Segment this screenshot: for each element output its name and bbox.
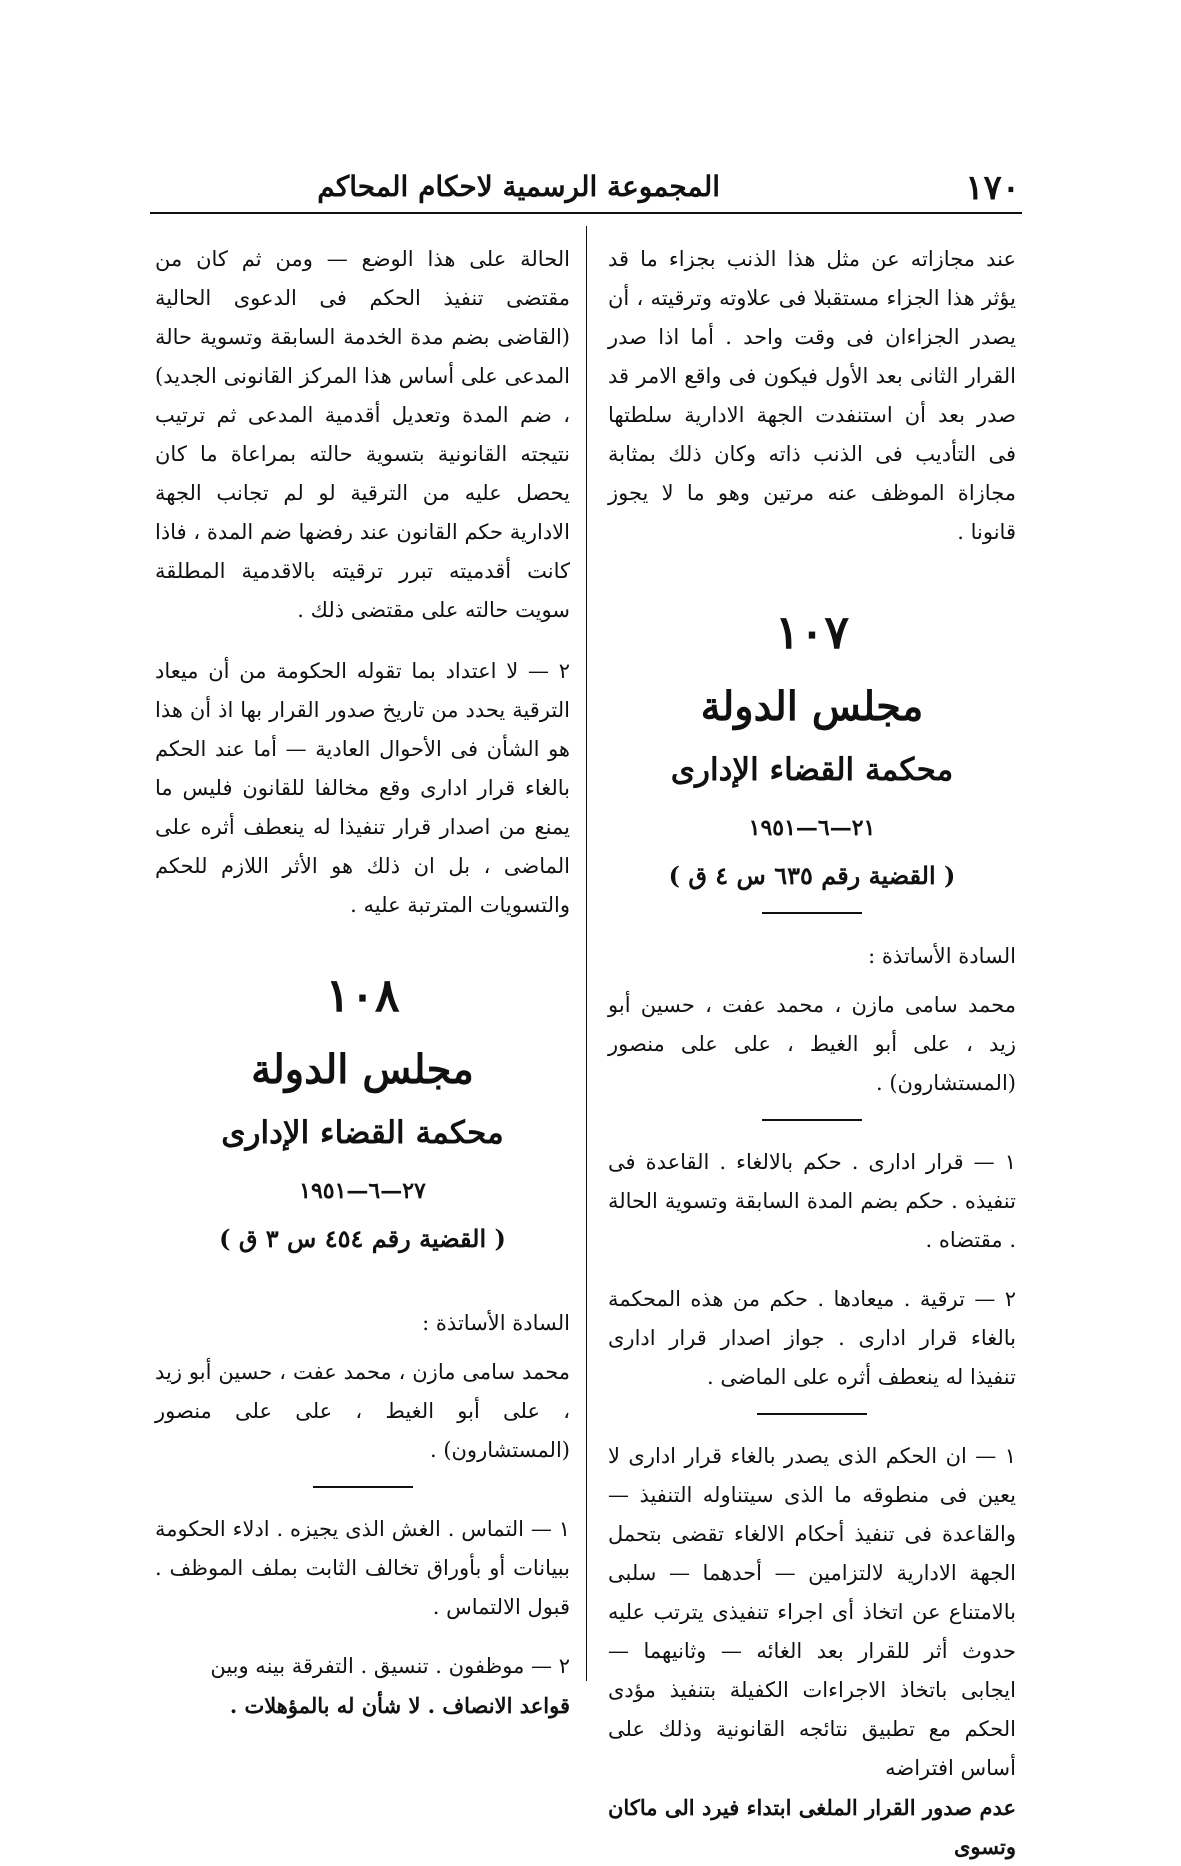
case-reference: ( القضية رقم ٤٥٤ س ٣ ق )	[219, 1224, 506, 1253]
headnote-2: ٢ — ترقية . ميعادها . حكم من هذه المحكمة بالغاء قرار ادارى . جواز اصدار قرار ادارى تنفيذا له ينعطف أثره على الماضى .	[608, 1287, 1016, 1389]
council-title: مجلس الدولة	[251, 1046, 474, 1093]
court-title: محكمة القضاء الإدارى	[221, 1115, 504, 1151]
council-title: مجلس الدولة	[700, 683, 924, 730]
headnote-2-tail: قواعد الانصاف . لا شأن له بالمؤهلات .	[229, 1693, 570, 1718]
column-divider	[586, 226, 587, 1681]
principle-1-tail: عدم صدور القرار الملغى ابتداء فيرد الى ماكان وتسوى	[608, 1795, 1016, 1859]
section-rule	[762, 1119, 862, 1121]
page-number: ١٧٠	[965, 168, 1020, 208]
masters-label: السادة الأساتذة :	[868, 944, 1016, 968]
case-number: ١٠٨	[325, 968, 400, 1022]
principle-1: ١ — ان الحكم الذى يصدر بالغاء قرار ادارى لا يعين فى منطوقه ما الذى سيتناوله التنفيذ — والقاعدة فى تنفيذ أحكام الالغاء تقضى بتحمل الجهة الادارية لالتزامين — أحدهما — سلبى بالامتناع عن اتخاذ أى اجراء تنفيذى يترتب عليه حدوث أثر للقرار بعد الغائه — وثانيهما — ايجابى باتخاذ الاجراءات الكفيلة بتنفيذ مؤدى الحكم مع تطبيق نتائجه القانونية وذلك على أساس افتراضه	[608, 1444, 1016, 1780]
continued-paragraph: الحالة على هذا الوضع — ومن ثم كان من مقتضى تنفيذ الحكم فى الدعوى الحالية (القاضى بضم مدة الخدمة السابقة وتسوية حالة المدعى على أساس هذا المركز القانونى الجديد) ، ضم المدة وتعديل أقدمية المدعى ثم ترتيب نتيجته القانونية بتسوية حالته بمراعاة ما كان يحصل عليه من الترقية لو لم تجانب الجهة الادارية حكم القانون عند رفضها ضم المدة ، فاذا كانت أقدميته تبرر ترقيته بالاقدمية المطلقة سويت حالته على مقتضى ذلك .	[155, 247, 570, 622]
right-column	[608, 240, 1016, 1866]
section-rule	[762, 912, 862, 914]
case-reference: ( القضية رقم ٦٣٥ س ٤ ق )	[668, 861, 956, 890]
left-column	[155, 240, 570, 1725]
headnote-2: ٢ — موظفون . تنسيق . التفرقة بينه وبين	[210, 1654, 570, 1678]
masters-label: السادة الأساتذة :	[422, 1311, 570, 1335]
case-heading-107	[608, 604, 1016, 896]
paragraph-2: ٢ — لا اعتداد بما تقوله الحكومة من أن ميعاد الترقية يحدد من تاريخ صدور القرار بها اذ أن هذا هو الشأن فى الأحوال العادية — أما عند الحكم بالغاء قرار ادارى وقع مخالفا للقانون فليس ما يمنع من اصدار قرار تنفيذا له ينعطف أثره على الماضى ، بل ان ذلك هو الأثر اللازم للحكم والتسويات المترتبة عليه .	[155, 659, 570, 917]
case-number: ١٠٧	[774, 605, 850, 659]
court-title: محكمة القضاء الإدارى	[670, 752, 954, 788]
headnote-1: ١ — قرار ادارى . حكم بالالغاء . القاعدة فى تنفيذه . حكم بضم المدة السابقة وتسوية الحالة . مقتضاه .	[608, 1150, 1016, 1252]
case-date: ٢١—٦—١٩٥١	[748, 815, 876, 841]
page-header	[150, 168, 1020, 218]
header-rule	[150, 212, 1022, 214]
masters-list: محمد سامى مازن ، محمد عفت ، حسين أبو زيد ، على أبو الغيط ، على على منصور (المستشارون) .	[608, 993, 1016, 1095]
headnote-1: ١ — التماس . الغش الذى يجيزه . ادلاء الحكومة ببيانات أو بأوراق تخالف الثابت بملف الموظف . قبول الالتماس .	[155, 1517, 570, 1619]
continued-paragraph: عند مجازاته عن مثل هذا الذنب بجزاء ما قد يؤثر هذا الجزاء مستقبلا فى علاوته وترقيته ، أن يصدر الجزاءان فى وقت واحد . أما اذا صدر القرار الثانى بعد الأول فيكون فى واقع الامر قد صدر بعد أن استنفدت الجهة الادارية سلطتها فى التأديب فى الذنب ذاته وكان ذلك بمثابة مجازاة الموظف عنه مرتين وهو ما لا يجوز قانونا .	[608, 247, 1016, 544]
section-rule	[757, 1413, 867, 1415]
case-date: ٢٧—٦—١٩٥١	[299, 1178, 426, 1204]
case-heading-108	[155, 967, 570, 1259]
running-title: المجموعة الرسمية لاحكام المحاكم	[317, 170, 720, 203]
section-rule	[313, 1486, 413, 1488]
masters-list: محمد سامى مازن ، محمد عفت ، حسين أبو زيد ، على أبو الغيط ، على على منصور (المستشارون) .	[155, 1360, 570, 1462]
